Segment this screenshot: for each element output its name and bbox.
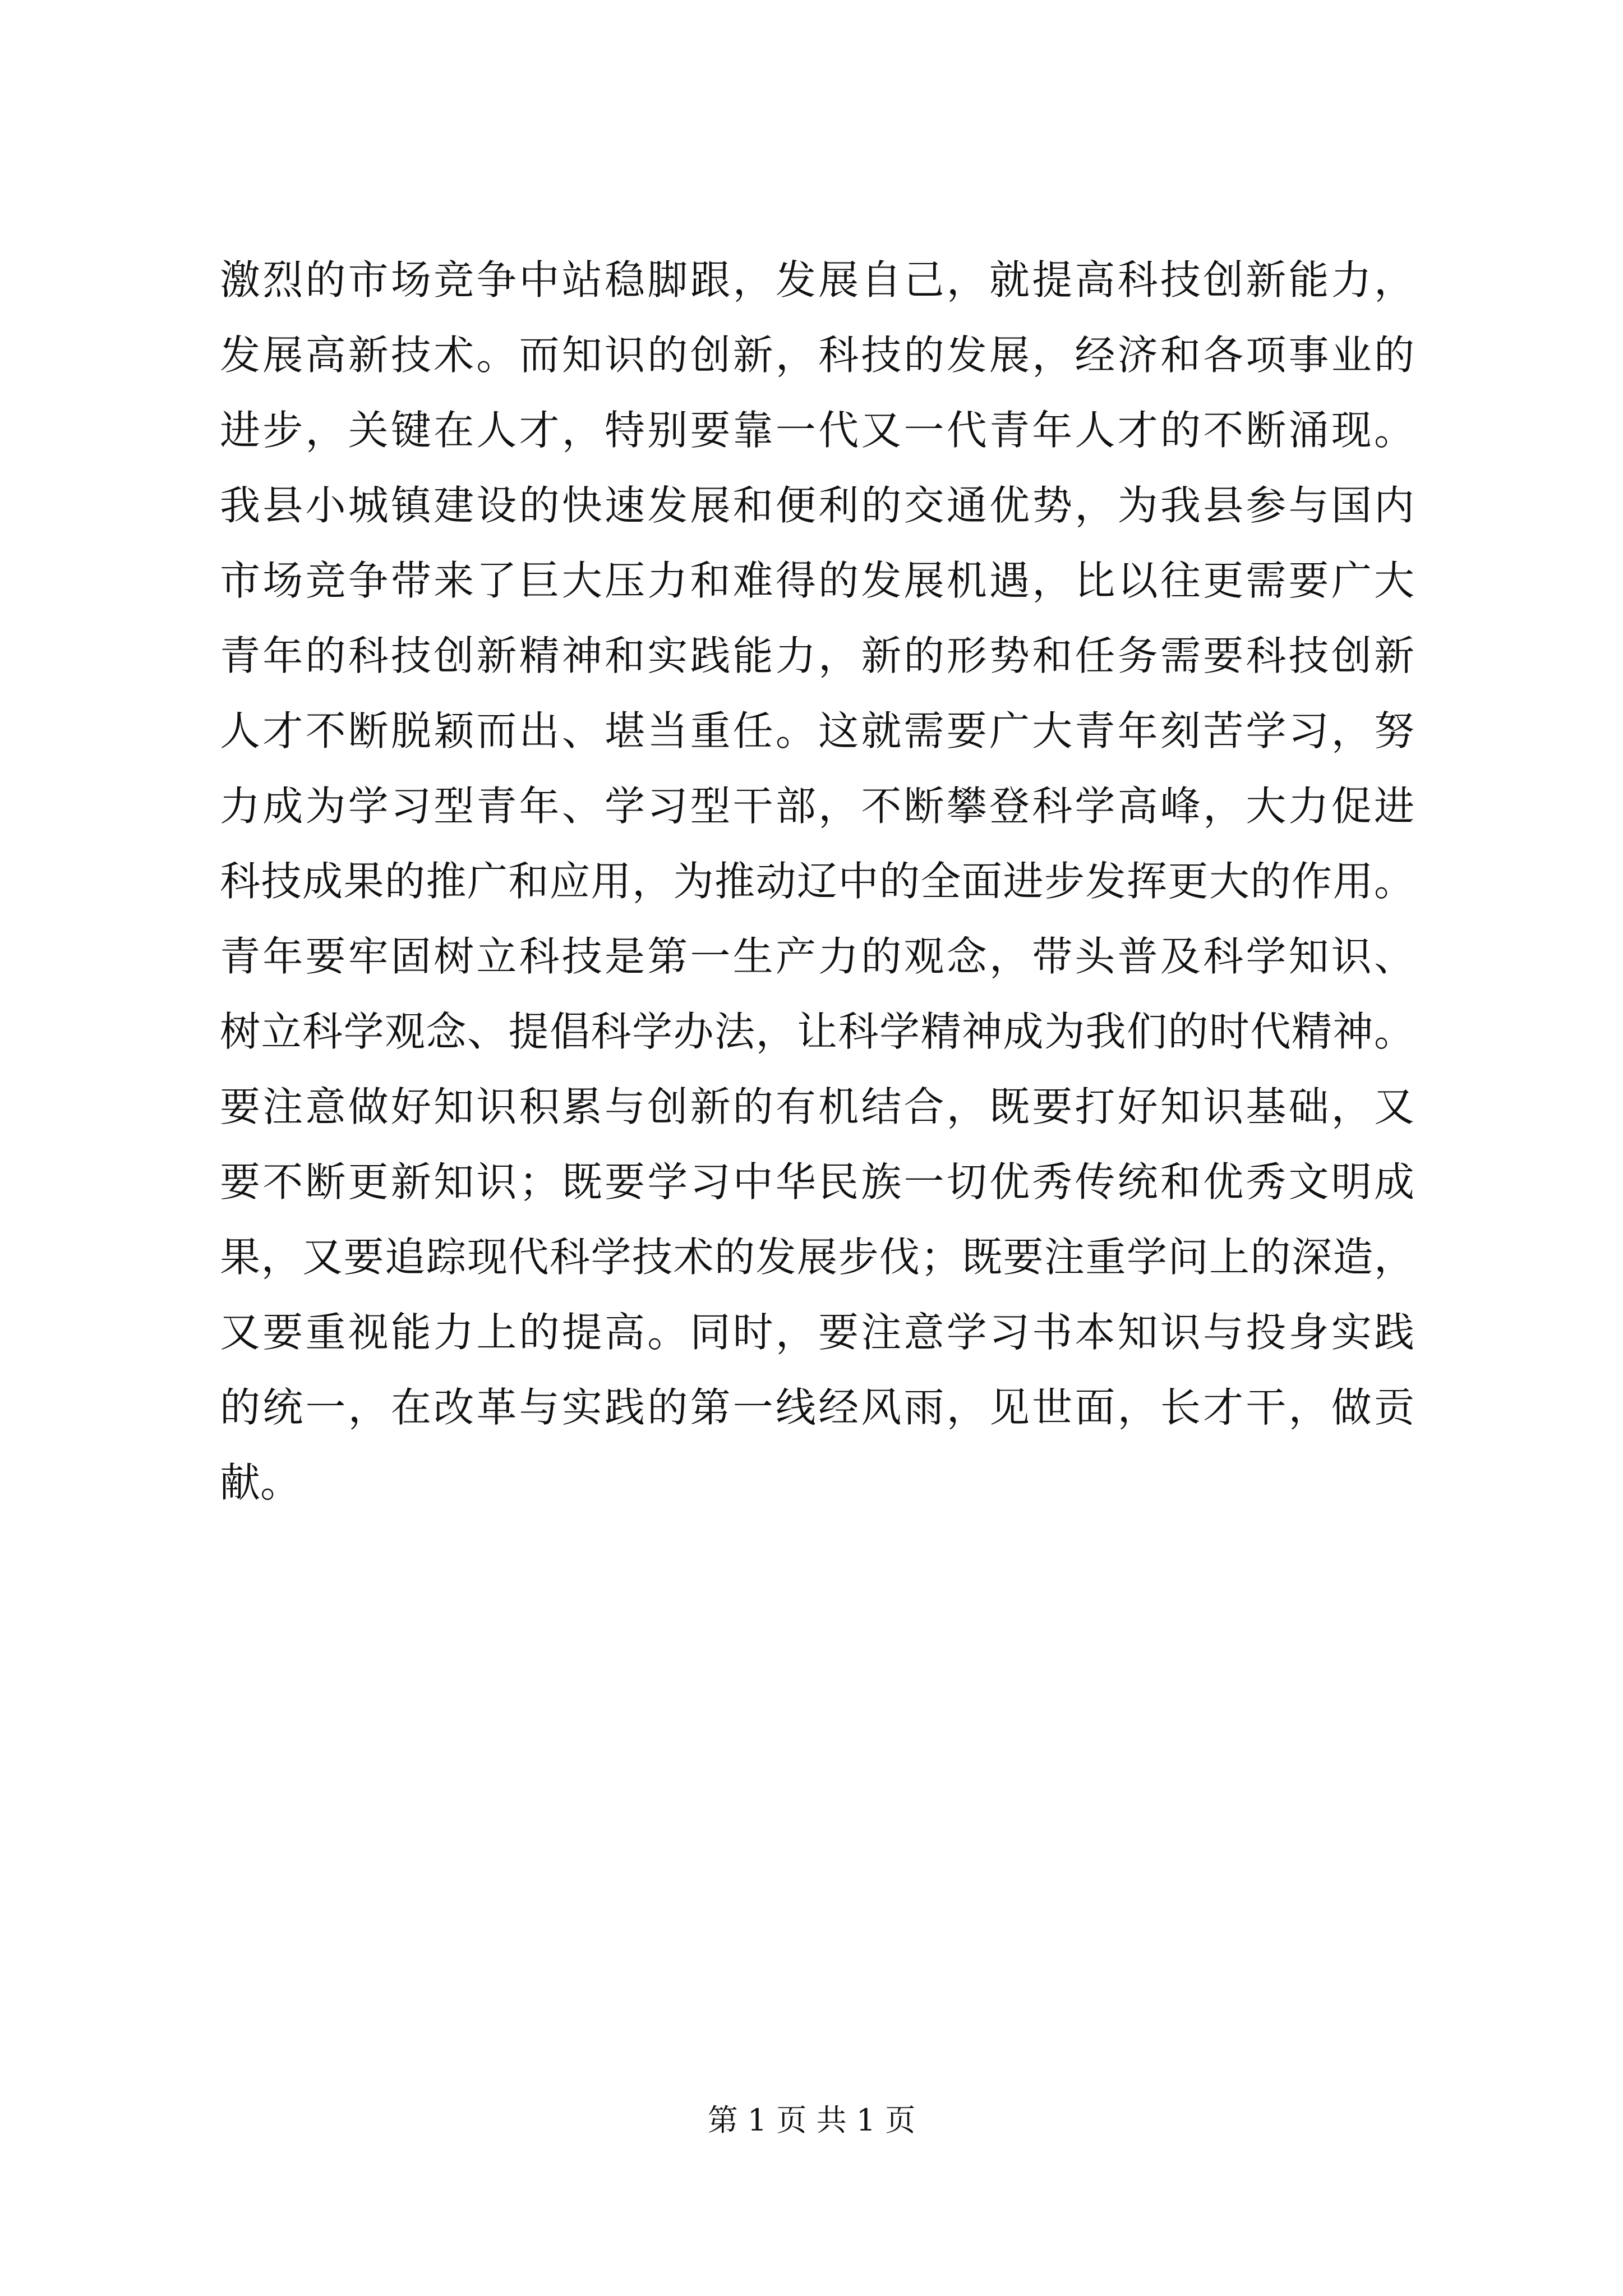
text-line-10: 青年要牢固树立科技是第一生产力的观念，带头普及科学知识、	[220, 933, 1414, 980]
text-line-16: 的统一，在改革与实践的第一线经风雨，见世面，长才干，做贡	[220, 1384, 1414, 1431]
text-line-15: 又要重视能力上的提高。同时，要注意学习书本知识与投身实践	[220, 1309, 1414, 1356]
page-footer: 第 1 页 共 1 页	[707, 2102, 916, 2138]
text-line-13: 要不断更新知识；既要学习中华民族一切优秀传统和优秀文明成	[220, 1158, 1414, 1205]
text-line-8: 力成为学习型青年、学习型干部，不断攀登科学高峰，大力促进	[220, 783, 1414, 830]
text-line-4: 我县小城镇建设的快速发展和便利的交通优势，为我县参与国内	[220, 482, 1414, 529]
text-line-11: 树立科学观念、提倡科学办法，让科学精神成为我们的时代精神。	[220, 1008, 1414, 1055]
body-paragraph	[220, 242, 1414, 1520]
text-line-14: 果，又要追踪现代科学技术的发展步伐；既要注重学问上的深造，	[220, 1234, 1414, 1281]
text-line-2: 发展高新技术。而知识的创新，科技的发展，经济和各项事业的	[220, 332, 1414, 379]
text-line-12: 要注意做好知识积累与创新的有机结合，既要打好知识基础，又	[220, 1083, 1414, 1130]
text-line-7: 人才不断脱颖而出、堪当重任。这就需要广大青年刻苦学习，努	[220, 707, 1414, 754]
text-line-5: 市场竞争带来了巨大压力和难得的发展机遇，比以往更需要广大	[220, 557, 1414, 604]
text-line-1: 激烈的市场竞争中站稳脚跟，发展自己，就提高科技创新能力，	[220, 256, 1414, 303]
text-line-6: 青年的科技创新精神和实践能力，新的形势和任务需要科技创新	[220, 632, 1414, 679]
text-line-9: 科技成果的推广和应用，为推动辽中的全面进步发挥更大的作用。	[220, 858, 1414, 905]
text-line-17: 献。	[220, 1459, 301, 1506]
text-line-3: 进步，关键在人才，特别要靠一代又一代青年人才的不断涌现。	[220, 407, 1414, 454]
